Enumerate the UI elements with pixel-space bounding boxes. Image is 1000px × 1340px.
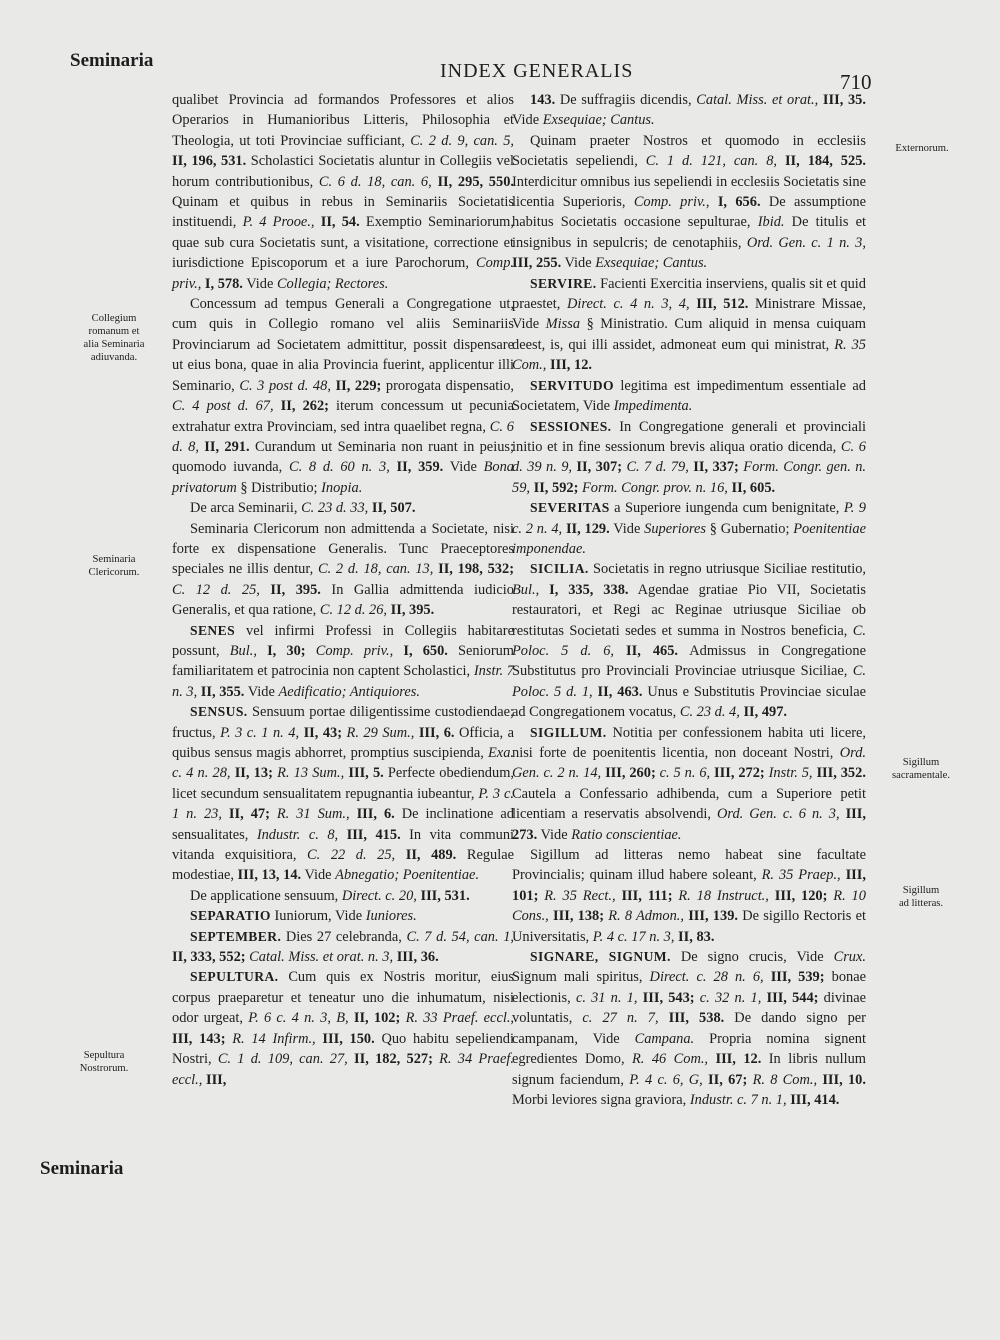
page-number: 710 (840, 70, 872, 94)
volume-page-ref: II, 355. (200, 683, 245, 700)
citation: P. 3 c. 1 n. 23, (172, 785, 514, 823)
volume-page-ref: III, 12. (715, 1051, 762, 1068)
entry-text: In libris nullum signum faciendum, (512, 1051, 866, 1088)
citation: Exsequiae; Cantus. (542, 112, 655, 129)
entry-text: bonae electionis, (512, 969, 866, 1006)
citation: C. 8 d. 60 n. 3, (288, 459, 390, 476)
volume-page-ref: II, 229; (335, 377, 382, 394)
citation: P. 6 c. 4 n. 3, B, (248, 1010, 349, 1027)
citation: Industr. c. 7 n. 1, (689, 1091, 787, 1108)
citation: Ord. Gen. c. 6 n. 3, (717, 806, 840, 823)
volume-page-ref: III, 143; (172, 1030, 226, 1047)
entry-text: In Congregatione generali et provinciali initio et in fine sessionum brevis aliqua oratio dicenda, (512, 418, 866, 455)
citation: Industr. c. 8, (256, 826, 339, 843)
volume-page-ref: III, 36. (396, 949, 439, 966)
volume-page-ref: 143. (530, 92, 556, 108)
index-paragraph (512, 947, 866, 1110)
volume-page-ref: II, 184, 525. (784, 153, 866, 170)
citation: Direct. c. 28 n. 6, (649, 969, 764, 986)
margin-note-line: adiuvanda. (90, 352, 138, 363)
entry-text: Quinam praeter Nostros et quomodo in ecclesiis Societatis sepeliendi, (512, 132, 866, 170)
volume-page-ref: III, 150. (322, 1030, 375, 1047)
entry-headword: SEPARATIO (190, 908, 271, 924)
citation: Iuniores. (365, 908, 417, 925)
volume-page-ref: II, 359. (396, 459, 444, 476)
citation: Bul., (229, 642, 257, 659)
entry-text (306, 643, 316, 659)
citation: R. 46 Com., (631, 1051, 709, 1068)
volume-page-ref: II, 198, 532; (438, 561, 514, 578)
entry-text: Curandum ut Seminaria non ruant in peius; quomodo iuvanda, (172, 438, 514, 476)
citation: P. 3 c. 1 n. 4, (220, 724, 300, 741)
citation: C. 3 post d. 48, (239, 377, 331, 394)
citation: C. 6 d. 18, can. 6, (318, 173, 432, 190)
volume-page-ref: II, 129. (565, 520, 610, 537)
entry-text: a Superiore iungenda cum benignitate, (609, 500, 844, 517)
entry-text: § Ministratio. Cum aliquid in mensa cuiquam deest, is, qui illi assidet, admoneat eum qui ministrat, (512, 316, 866, 353)
margin-note-line: Collegium (91, 313, 137, 324)
volume-page-ref: III, 415. (346, 826, 401, 843)
citation: C. 23 d. 4, (679, 704, 740, 721)
volume-page-ref: III, 101; (512, 867, 866, 904)
entry-text: Vide (609, 520, 645, 537)
entry-text: Cautela a Confessario adhibenda, cum a Superiore petit licentiam a reservatis absolvendi, (512, 785, 866, 823)
citation: c. 31 n. 1, (575, 989, 638, 1006)
entry-text: De dando signo per campanam, Vide (512, 1010, 866, 1047)
entry-text: Agendae gratiae Pio VII, Societatis restauratori, et Regi ac Reginae utriusque Siciliae ob restitutas Societati sedes et summa in Nostros beneficia, (512, 581, 866, 639)
index-paragraph (512, 131, 866, 274)
volume-page-ref: II, 54. (320, 214, 360, 231)
volume-page-ref: I, 30; (267, 642, 306, 659)
entry-text: legitima est impedimentum essentiale ad Societatem, Vide (512, 377, 866, 415)
entry-text (257, 643, 267, 659)
entry-text (659, 1010, 669, 1026)
entry-headword: SERVITUDO (530, 377, 614, 393)
catchword: Seminaria (40, 1158, 124, 1179)
volume-page-ref: I, 578. (204, 275, 243, 292)
entry-text: Seminaria Clericorum non admittenda a Societate, nisi forte ex dispensatione Generalis. Tunc Praeceptores speciales ne illis dentur, (172, 520, 514, 578)
entry-text: Sigillum ad litteras nemo habeat sine facultate Provincialis; quinam illud habere soleant, (512, 847, 866, 884)
margin-note-line: Clericorum. (88, 567, 140, 578)
citation: C. 1 d. 121, can. 8, (645, 153, 778, 170)
margin-note-line: Externorum. (895, 143, 949, 154)
volume-page-ref: II, 182, 527; (354, 1051, 433, 1068)
entry-text: Admissus in Congregatione Substitutus pro Provinciali Provinciae utriusque Siciliae, (512, 642, 866, 680)
citation: Comp. priv., (633, 194, 710, 211)
citation: C. 2 d. 18, can. 13, (317, 561, 434, 578)
volume-page-ref: II, 307; (576, 459, 623, 476)
volume-page-ref: III, 111; (621, 887, 673, 904)
entry-text (390, 459, 397, 475)
citation: Catal. Miss. et orat., (696, 92, 819, 108)
citation: Comp. priv., (172, 255, 514, 292)
citation: Bul., (512, 581, 540, 598)
citation: Exsequiae; Cantus. (595, 255, 708, 272)
volume-page-ref: II, 262; (280, 398, 329, 415)
volume-page-ref: III, 414. (790, 1091, 840, 1108)
entry-text: Vide (561, 255, 596, 272)
citation: Instr. 5, (768, 765, 813, 782)
volume-page-ref: II, 465. (626, 642, 679, 659)
entry-text: In Gallia admittenda iudicio Generalis, et qua ratione, (172, 581, 514, 619)
entry-text: Quo habitu sepeliendi Nostri, (172, 1030, 514, 1068)
margin-note-line: Sepultura (83, 1050, 125, 1061)
citation: Ratio conscientiae. (571, 826, 682, 843)
volume-page-ref: III, 138; (553, 908, 605, 925)
index-paragraph (512, 90, 866, 131)
margin-note-sigillum-sacramentale (866, 756, 976, 782)
entry-text: Vide (301, 867, 336, 884)
volume-page-ref: III, 273. (512, 806, 866, 843)
margin-note-sigillum-litteras (866, 884, 976, 910)
volume-page-ref: III, 120; (774, 887, 828, 904)
citation: P. 9 c. 2 n. 4, (512, 500, 866, 537)
volume-page-ref: III, 255. (512, 255, 562, 272)
citation: Ord. Gen. c. 1 n. 3, (746, 234, 866, 251)
entry-text: Quinam et quibus in rebus in Seminariis Societatis instituendi, (172, 194, 514, 231)
volume-page-ref: III, 139. (688, 908, 738, 925)
entry-headword: SEPULTURA. (190, 969, 279, 985)
citation: c. 32 n. 1, (699, 989, 762, 1006)
citation: P. 4 c. 17 n. 3, (592, 928, 675, 945)
volume-page-ref: II, 395. (270, 581, 321, 598)
page-title: INDEX GENERALIS (440, 60, 634, 82)
entry-text: Societatis in regno utriusque Siciliae restitutio, (588, 561, 866, 578)
citation: Superiores (644, 520, 706, 537)
citation: R. 18 Instruct., (678, 887, 769, 904)
citation: c. 5 n. 6, (659, 765, 711, 782)
entry-text: qualibet Provincia ad formandos Professores et alios Operarios in Humanioribus Litteris, Philosophia et Theologia, ut toti Provinciae sufficiant, (172, 92, 514, 149)
volume-page-ref: III, 12. (550, 357, 592, 374)
volume-page-ref: II, 497. (743, 704, 788, 721)
citation: R. 34 Praef. eccl., (172, 1051, 514, 1088)
volume-page-ref: I, 335, 338. (549, 581, 629, 598)
volume-page-ref: III, 543; (642, 989, 695, 1006)
entry-headword: SENES (190, 622, 236, 638)
citation: C. Poloc. 5 d. 1, (512, 663, 866, 700)
citation: C. 7 d. 79, (626, 459, 689, 476)
volume-page-ref: II, 592; (533, 479, 579, 496)
volume-page-ref: II, 463. (597, 683, 643, 700)
entry-text (709, 194, 717, 210)
entry-text (777, 153, 785, 169)
entry-text: Vide (512, 112, 543, 129)
citation: C. 22 d. 25, (307, 847, 396, 864)
index-paragraph (172, 967, 514, 1089)
entry-text: Scholastici Societatis aluntur in Collegiis vel horum contributionibus, (172, 153, 514, 190)
volume-page-ref: III, 531. (420, 887, 470, 904)
left-column (172, 90, 514, 1090)
right-column (512, 90, 866, 1110)
index-paragraph (512, 845, 866, 947)
volume-page-ref: II, 395. (390, 602, 435, 619)
index-paragraph (172, 702, 514, 886)
citation: C. 6 d. 8, (172, 418, 514, 455)
index-paragraph (512, 498, 866, 559)
volume-page-ref: III, 538. (668, 1010, 725, 1027)
citation: R. 8 Admon., (608, 908, 684, 925)
index-paragraph (512, 559, 866, 722)
margin-note-line: sacramentale. (892, 770, 950, 781)
entry-text (274, 398, 281, 414)
citation: C. 6 d. 39 n. 9, (512, 438, 866, 476)
citation: Bona privatorum (172, 459, 514, 496)
index-paragraph (512, 723, 866, 845)
entry-headword: SESSIONES. (530, 418, 612, 434)
entry-text: Facienti Exercitia inserviens, qualis sit et quid praestet, (512, 275, 866, 313)
citation: C. 2 d. 9, can. 5, (410, 132, 514, 149)
volume-page-ref: III, 539; (770, 969, 825, 986)
entry-text (338, 827, 346, 843)
margin-note-collegium (64, 312, 164, 364)
entry-text: Unus e Substitutis Provinciae siculae ad Congregationem vocatus, (512, 683, 866, 721)
entry-text (270, 806, 277, 822)
citation: R. 35 Praep., (761, 867, 841, 884)
volume-page-ref: II, 291. (204, 438, 250, 455)
citation: C. 7 d. 54, can. 1, (406, 928, 514, 945)
entry-text: Officia, a quibus sensus magis abhorret, promptius suscipienda, (172, 724, 514, 761)
margin-note-line: alia Seminaria (83, 339, 145, 350)
entry-headword: SENSUS. (190, 704, 248, 720)
citation: Inopia. (321, 479, 363, 496)
citation: Form. Congr. gen. n. 59, (512, 459, 867, 496)
citation: C. 1 d. 109, can. 27, (217, 1051, 348, 1068)
citation: Comp. priv., (315, 642, 394, 659)
citation: R. 29 Sum., (346, 724, 415, 741)
entry-headword: SIGNARE, SIGNUM. (530, 949, 671, 965)
entry-text (260, 582, 271, 598)
volume-page-ref: II, 13; (234, 765, 273, 782)
citation: R. 14 Infirm., (232, 1030, 316, 1047)
margin-note-sepultura (44, 1049, 164, 1075)
entry-text: Interdicitur omnibus ius sepeliendi in ecclesiis Societatis sine licentia Superioris, (512, 173, 866, 211)
margin-note-line: ad litteras. (898, 898, 944, 909)
volume-page-ref: III, 544; (766, 989, 819, 1006)
citation: R. 13 Sum., (277, 765, 345, 782)
volume-page-ref: III, 13, 14. (237, 867, 302, 884)
citation: C. 4 post d. 67, (172, 398, 274, 415)
volume-page-ref: II, 333, 552; (172, 949, 246, 966)
citation: Direct. c. 20, (341, 887, 417, 904)
citation: Impedimenta. (613, 398, 693, 415)
entry-text (350, 806, 357, 822)
entry-text: Iuniorum, Vide (270, 908, 366, 925)
margin-note-line: Sigillum (902, 885, 940, 896)
entry-text: prorogata dispensatio, (381, 377, 514, 394)
volume-page-ref: III, 272; (714, 765, 765, 782)
running-head-left: Seminaria (70, 50, 154, 71)
entry-text (393, 643, 403, 659)
volume-page-ref: III, 6. (356, 806, 395, 823)
citation: R. 10 Cons., (512, 887, 866, 925)
citation: Instr. 7 n. 3, (172, 663, 514, 700)
entry-text: Vide (537, 826, 572, 843)
entry-text: De assumptione habitus Societatis occasione sepulturae, (512, 194, 866, 231)
index-paragraph (172, 90, 514, 294)
entry-text: iterum concessum ut pecunia extrahatur extra Provinciam, sed intra quaelibet regna, (172, 398, 514, 435)
entry-text: § Distributio; (236, 479, 322, 496)
citation: c. 27 n. 7, (582, 1010, 659, 1027)
entry-text: Ministrare Missae, Vide (512, 296, 866, 333)
volume-page-ref: III, 352. (816, 765, 866, 782)
index-paragraph (512, 376, 866, 417)
volume-page-ref: I, 650. (403, 642, 448, 659)
entry-text (539, 582, 549, 598)
margin-note-seminaria-clericorum (64, 553, 164, 579)
margin-note-externorum (872, 142, 972, 155)
entry-text (764, 969, 771, 985)
entry-text: Propria nomina signent egredientes Domo, (512, 1030, 866, 1068)
entry-text: De applicatione sensuum, (190, 887, 342, 904)
volume-page-ref: III, 260; (605, 765, 656, 782)
volume-page-ref: II, 83. (678, 928, 715, 945)
entry-headword: SEVERITAS (530, 500, 610, 516)
citation: R. 8 Com., (752, 1071, 818, 1088)
citation: Ord. Gen. c. 2 n. 14, (512, 745, 866, 782)
entry-text: Notitia per confessionem habita uti licere, nisi forte de poenitentis licentia, non doceant Nostri, (512, 724, 866, 761)
citation: Poenitentiae imponendae. (512, 520, 866, 557)
volume-page-ref: II, 605. (731, 479, 776, 496)
index-paragraph (512, 274, 866, 376)
volume-page-ref: III, 35. (822, 92, 866, 108)
entry-text: De arca Seminarii, (190, 500, 302, 517)
citation: Missa (545, 316, 581, 333)
citation: Form. Congr. prov. n. 16, (582, 479, 728, 496)
entry-text: Exemptio Seminariorum, quae sub cura Societatis sunt, a visitatione, correctione et iurisdictione Episcoporum et a iure Parochorum, (172, 214, 514, 272)
citation: C. 23 d. 33, (301, 500, 369, 517)
volume-page-ref: III, 6. (418, 724, 455, 741)
volume-page-ref: II, 102; (353, 1010, 401, 1027)
citation: Catal. Miss. et orat. n. 3, (249, 949, 394, 966)
citation: R. 35 Rect., (544, 887, 616, 904)
citation: Direct. c. 4 n. 3, 4, (566, 296, 690, 313)
index-paragraph (512, 417, 866, 499)
volume-page-ref: II, 196, 531. (172, 153, 247, 170)
entry-text: Dies 27 celebranda, (281, 928, 407, 945)
margin-note-line: Sigillum (902, 757, 940, 768)
citation: Campana. (634, 1030, 695, 1047)
index-paragraph (172, 519, 514, 621)
entry-text: De sigillo Rectoris et Universitatis, (512, 908, 866, 945)
entry-text (222, 806, 229, 822)
margin-note-line: Nostrorum. (79, 1063, 129, 1074)
entry-text: Vide (242, 275, 277, 292)
citation: Collegia; Rectores. (276, 275, 389, 292)
volume-page-ref: II, 337; (693, 459, 739, 476)
index-paragraph (172, 906, 514, 926)
entry-text: § Gubernatio; (705, 520, 794, 537)
entry-text: Morbi leviores signa graviora, (512, 1091, 690, 1108)
entry-text: Cum quis ex Nostris moritur, eius corpus praeparetur et teneatur uno die inhumatum, nisi odor urgeat, (172, 969, 514, 1027)
entry-text: In vita communi vitanda exquisitiora, (172, 826, 515, 864)
citation: Ibid. (757, 214, 785, 231)
entry-text: vel infirmi Professi in Collegiis habitare possunt, (172, 622, 514, 659)
entry-headword: SIGILLUM. (530, 724, 607, 740)
citation: Crux. (833, 949, 866, 966)
citation: C. 12 d. 26, (319, 602, 388, 619)
entry-text: Concessum ad tempus Generali a Congregatione ut, cum quis in Collegio romano vel aliis Seminariis Provinciarum ad Societatem admittitur, possit dispensare ut eius bona, quae in alia Provincia fuerint, applicentur illi Seminario, (172, 296, 514, 394)
index-paragraph (172, 621, 514, 703)
citation: R. 31 Sum., (276, 806, 350, 823)
entry-text: Seniorum familiaritatem et patrocinia non captent Scholastici, (172, 642, 514, 680)
citation: Exa. c. 4 n. 28, (172, 745, 514, 782)
entry-text: De signo crucis, Vide (670, 949, 834, 966)
entry-text: Sensuum portae diligentissime custodiendae; fructus, (172, 704, 514, 741)
volume-page-ref: II, 507. (371, 500, 416, 517)
entry-text (395, 847, 406, 863)
entry-text: Perfecte obediendum, licet secundum sensualitatem repugnantia iubeantur, (172, 765, 514, 802)
margin-note-line: romanum et (88, 326, 140, 337)
volume-page-ref: II, 43; (303, 724, 343, 741)
volume-page-ref: III, 10. (822, 1071, 866, 1088)
entry-text: De inclinatione ad sensualitates, (172, 806, 514, 843)
volume-page-ref: II, 67; (708, 1071, 748, 1088)
entry-headword: SICILIA. (530, 561, 589, 577)
index-paragraph (172, 927, 514, 968)
entry-text (614, 643, 626, 659)
volume-page-ref: II, 47; (228, 806, 270, 823)
index-paragraph (172, 294, 514, 498)
volume-page-ref: III, (205, 1071, 227, 1088)
entry-headword: SERVIRE. (530, 275, 597, 291)
entry-text: De titulis et insignibus in sepulcris; de cenotaphiis, (512, 214, 866, 251)
volume-page-ref: III, 5. (348, 765, 384, 782)
citation: R. 33 Praef. eccl., (405, 1010, 515, 1027)
index-paragraph (172, 498, 514, 518)
volume-page-ref: II, 489. (405, 847, 457, 864)
entry-text: Vide (244, 683, 279, 700)
citation: Aedificatio; Antiquiores. (278, 683, 420, 700)
entry-text: Signum mali spiritus, (512, 969, 650, 986)
volume-page-ref: II, 295, 550. (437, 173, 514, 190)
citation: P. 4 Prooe., (242, 214, 315, 231)
volume-page-ref: III, 512. (696, 296, 749, 313)
index-paragraph (172, 886, 514, 906)
entry-text: divinae voluntatis, (512, 989, 867, 1027)
entry-text: Regulae modestiae, (172, 847, 515, 884)
volume-page-ref: I, 656. (717, 194, 761, 211)
entry-text: De suffragiis dicendis, (555, 92, 697, 108)
entry-text: Vide (443, 459, 484, 476)
citation: R. 35 Com., (512, 336, 866, 374)
citation: P. 4 c. 6, G, (629, 1071, 703, 1088)
citation: C. Poloc. 5 d. 6, (512, 622, 866, 659)
citation: C. 12 d. 25, (172, 581, 260, 598)
citation: Abnegatio; Poenitentiae. (335, 867, 480, 884)
entry-headword: SEPTEMBER. (190, 928, 282, 944)
margin-note-line: Seminaria (92, 554, 136, 565)
